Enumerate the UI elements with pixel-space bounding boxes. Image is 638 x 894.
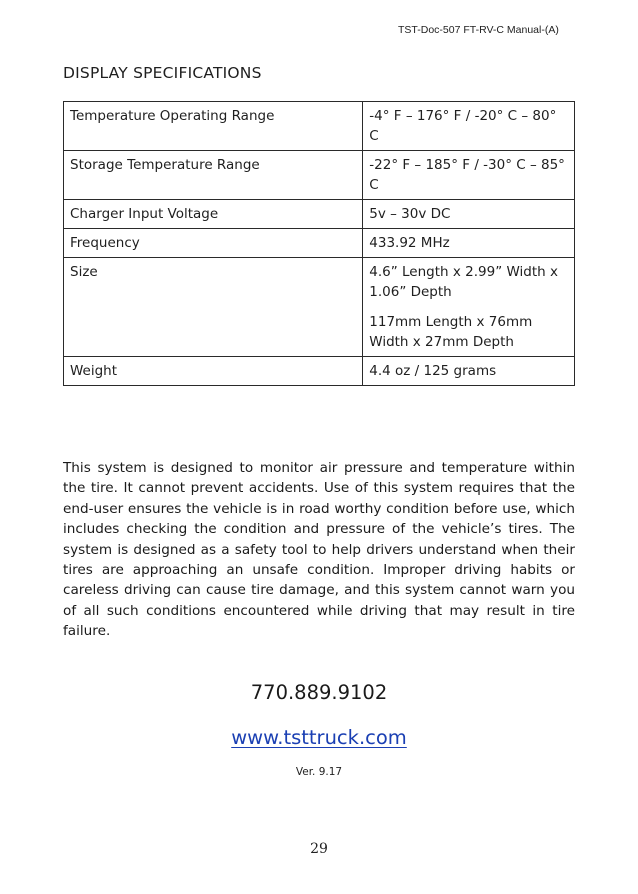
spec-value: -4° F – 176° F / -20° C – 80° C [363, 102, 575, 151]
table-row [64, 229, 575, 258]
spec-label: Storage Temperature Range [64, 151, 363, 200]
spec-value-cell [363, 258, 575, 357]
spec-value: 4.4 oz / 125 grams [363, 357, 575, 386]
spec-label: Temperature Operating Range [64, 102, 363, 151]
spec-label: Size [64, 258, 363, 357]
phone-number: 770.889.9102 [250, 681, 388, 704]
version-label: Ver. 9.17 [295, 766, 343, 778]
table-row [64, 200, 575, 229]
spec-label: Weight [64, 357, 363, 386]
spec-value: -22° F – 185° F / -30° C – 85° C [363, 151, 575, 200]
section-title: DISPLAY SPECIFICATIONS [63, 64, 262, 82]
spec-label: Frequency [64, 229, 363, 258]
spec-value-metric: 117mm Length x 76mm Width x 27mm Depth [369, 314, 533, 350]
table-row [64, 258, 575, 357]
table-row [64, 357, 575, 386]
safety-disclaimer: This system is designed to monitor air pressure and temperature within the tire. It cannot prevent accidents. Use of this system requires that the end-user ensures the vehicle is in road worthy condition before use, which includes checking the condition and pressure of the vehicle’s tires. The system is designed as a safety tool to help drivers understand when their tires are approaching an unsafe condition. Improper driving habits or careless driving can cause tire damage, and this system cannot warn you of all such conditions encountered while driving that may result in tire failure. [63, 460, 575, 640]
spec-label: Charger Input Voltage [64, 200, 363, 229]
spec-value: 433.92 MHz [363, 229, 575, 258]
page-number: 29 [310, 841, 328, 857]
specifications-table [63, 101, 575, 386]
spec-value: 5v – 30v DC [363, 200, 575, 229]
spec-value-imperial: 4.6” Length x 2.99” Width x 1.06” Depth [369, 264, 559, 300]
table-row [64, 102, 575, 151]
website-link[interactable]: www.tsttruck.com [231, 726, 407, 749]
document-id: TST-Doc-507 FT-RV-C Manual-(A) [398, 24, 559, 36]
table-row [64, 151, 575, 200]
